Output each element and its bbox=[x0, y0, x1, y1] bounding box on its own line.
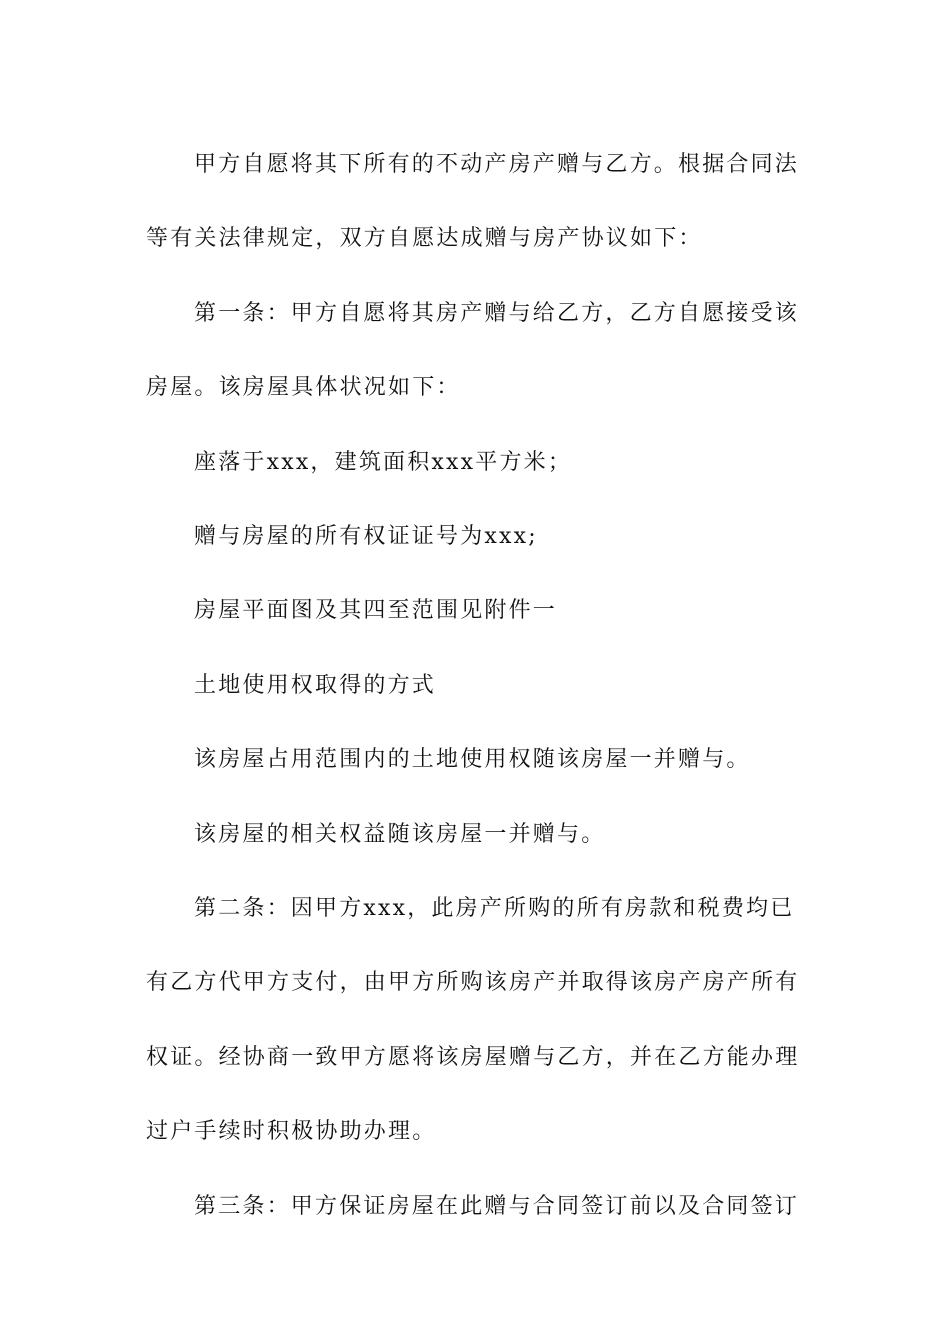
paragraph-location-area: 座落于xxx，建筑面积xxx平方米； bbox=[194, 449, 573, 475]
paragraph-preamble: 甲方自愿将其下所有的不动产房产赠与乙方。根据合同法等有关法律规定，双方自愿达成赠与房产协议如下： bbox=[146, 152, 800, 252]
paragraph-certificate-number: 赠与房屋的所有权证证号为xxx; bbox=[194, 524, 538, 550]
paragraph-related-rights: 该房屋的相关权益随该房屋一并赠与。 bbox=[194, 821, 606, 847]
paragraph-article-2: 第二条：因甲方xxx，此房产所购的所有房款和税费均已有乙方代甲方支付，由甲方所购该房产并取得该房产房产所有权证。经协商一致甲方愿将该房屋赠与乙方，并在乙方能办理过户手续时积极协助办理。 bbox=[146, 896, 800, 1145]
paragraph-land-use-gift: 该房屋占用范围内的土地使用权随该房屋一并赠与。 bbox=[194, 747, 751, 773]
paragraph-land-use-method: 土地使用权取得的方式 bbox=[194, 672, 437, 698]
paragraph-article-1: 第一条：甲方自愿将其房产赠与给乙方，乙方自愿接受该房屋。该房屋具体状况如下： bbox=[146, 300, 800, 401]
paragraph-floor-plan: 房屋平面图及其四至范围见附件一 bbox=[194, 598, 558, 624]
paragraph-article-3: 第三条：甲方保证房屋在此赠与合同签订前以及合同签订 bbox=[194, 1193, 800, 1219]
document-body bbox=[146, 128, 808, 1244]
